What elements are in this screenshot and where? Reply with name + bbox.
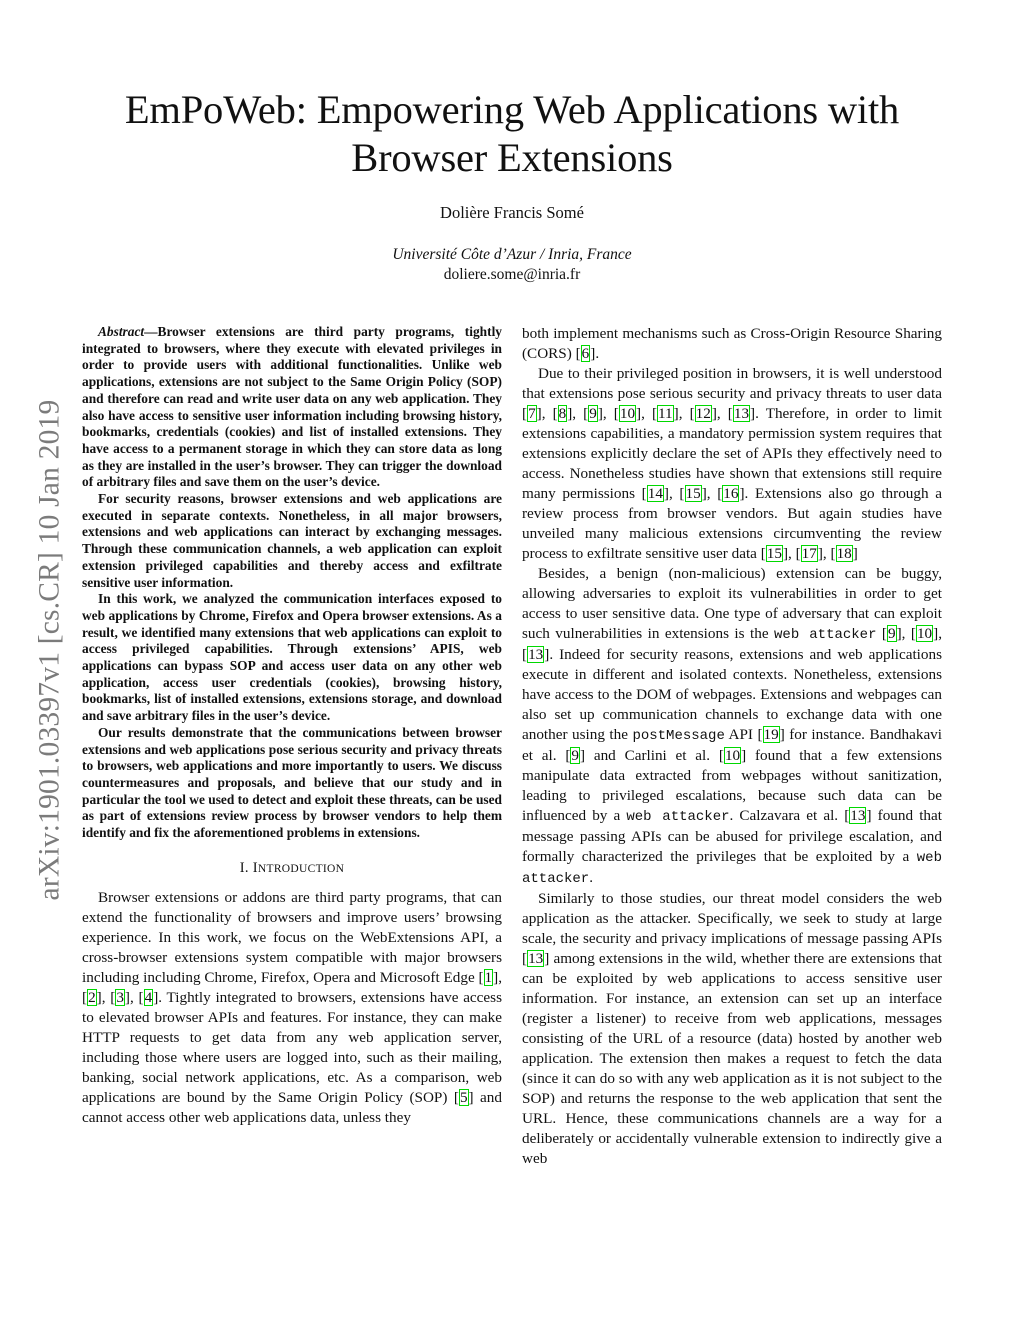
right-text-2b: . Indeed for security reasons, extensions and web applications execute in different and isolated contexts. Nonetheless, extensions have access to the DOM of webpages. Extensions and webpages can also set up communication channels to exchange data with one another using the [522, 646, 942, 743]
citation-link[interactable]: 12 [695, 405, 711, 422]
citation-link[interactable]: 7 [528, 405, 536, 422]
author-affiliation: Université Côte d’Azur / Inria, France [392, 246, 632, 263]
right-text-2e: and Carlini et al. [585, 747, 719, 764]
abstract-paragraph-4: Our results demonstrate that the communications between browser extensions and web applications pose serious security and privacy threats to browsers, web applications and more importantly to users. We discuss countermeasures and proposals, and believe that our study and in particular the tool we used to detect and exploit these threats, can be used as part of extensions review process by browser vendors to help them identify and fix the aforementioned problems in extensions. [82, 724, 502, 841]
right-text-3b: among extensions in the wild, whether there are extensions that can be exploited by web applications to access sensitive user information. For instance, an extension can set up an interface (register a listener) to receive from web applications, messages consisting of the URL of a resource (data) hosted by another web application. The extension then makes a request to fetch the data (since it can do so with any web application as it is not subject to the SOP) and returns the response to the web application that sent the URL. Hence, these communications channels are a way for a deliberately or accidentally vulnerable extension to indirectly give a web [522, 950, 942, 1167]
citation-link[interactable]: 13 [850, 807, 866, 824]
right-text-3a: Similarly to those studies, our threat model considers the web application as the attacker. Specifically, we seek to study at large scale, the security and privacy implications of message passing APIs [522, 890, 942, 947]
abstract-paragraph-1 [82, 324, 502, 491]
citation-link[interactable]: 18 [836, 545, 852, 562]
citation-link[interactable]: 3 [116, 988, 124, 1006]
right-paragraph-3: Similarly to those studies, our threat model considers the web application as the attacker. Specifically, we seek to study at large scale, the security and privacy implications of message passing APIs [13] among extensions in the wild, whether there are extensions that can be exploited by web applications to access sensitive user information. For instance, an extension can set up an interface (register a listener) to receive from web applications, messages consisting of the URL of a resource (data) hosted by another web application. The extension then makes a request to fetch the data (since it can do so with any web application as it is not subject to the SOP) and returns the response to the web application that sent the URL. Hence, these communications channels are a way for a deliberately or accidentally vulnerable extension to indirectly give a web [522, 890, 942, 1167]
right-text-2d: for instance. Bandhakavi et al. [522, 726, 942, 764]
citation-link[interactable]: 14 [647, 485, 663, 502]
intro-paragraph-1: Browser extensions or addons are third party programs, that can extend the functionality of browsers and improve users’ browsing experience. In this work, we focus on the WebExtensions API, a cross-browser extensions system compatible with major browsers including including Chrome, Firefox, Opera and Microsoft Edge [1], [2], [3], [4]. Tightly integrated to browsers, extensions have access to elevated browser APIs and features. For instance, they can make HTTP requests to get data from any web application server, including those where users are logged into, such as their mailing, banking, social network applications, etc. As a comparison, web applications are bound by the Same Origin Policy (SOP) [5] and cannot access other web applications data, unless they [82, 888, 502, 1126]
right-text-0b: . [595, 345, 600, 362]
section-heading-introduction [82, 860, 502, 877]
right-paragraph-2: Besides, a benign (non-malicious) extension can be buggy, allowing adversaries to exploit its vulnerabilities in order to get access to user sensitive data. One type of adversary that can exploit such vulnerabilities in extensions is the web attacker [9], [10], [13]. Indeed for security reasons, extensions and web applications execute in different and isolated contexts. Nonetheless, extensions have access to the DOM of webpages. Extensions and webpages can also set up communication channels to exchange data with one another using the postMessage API [19] for instance. Bandhakavi et al. [9] and Carlini et al. [10] found that a few extensions manipulate data extracted from webpages without sanitization, leading to privileged escalations, because such data can be influenced by a web attacker. Calzavara et al. [13] found that message passing APIs can be abused for privilege escalation, and formally characterized the privileges that be exploited by a web attacker. [522, 565, 943, 887]
right-text-1a: Due to their privileged position in browsers, it is well understood that extensions pose serious security and privacy threats to user data [522, 365, 942, 402]
citation-link[interactable]: 11 [658, 405, 673, 422]
inline-code-web-attacker: web attacker [522, 850, 942, 887]
section-title-rest: NTRODUCTION [257, 862, 345, 875]
right-text-2i: . [589, 869, 594, 886]
abstract [82, 324, 502, 842]
citation-link[interactable]: 19 [763, 726, 779, 743]
citation-link[interactable]: 9 [571, 747, 579, 764]
intro-text-c: and cannot access other web applications data, unless they [82, 1088, 502, 1126]
citation-link[interactable]: 4 [144, 988, 153, 1006]
author-email: doliere.some@inria.fr [443, 266, 581, 283]
inline-code-postmessage: postMessage [632, 728, 725, 744]
left-column [82, 324, 502, 1128]
abstract-label: Abstract [98, 324, 145, 339]
right-paragraph-0: both implement mechanisms such as Cross-Origin Resource Sharing (CORS) [6]. [522, 325, 942, 362]
citation-link[interactable]: 10 [619, 405, 636, 422]
right-text-2a: Besides, a benign (non-malicious) extension can be buggy, allowing adversaries to exploit its vulnerabilities in order to get access to user sensitive data. One type of adversary that can exploit such vulnerabilities in extensions is the [522, 565, 942, 642]
citation-link[interactable]: 1 [484, 968, 493, 986]
right-paragraph-1: Due to their privileged position in browsers, it is well understood that extensions pose serious security and privacy threats to user data [7], [8], [9], [10], [11], [12], [13]. Therefore, in order to limit extensions capabilities, a mandatory permission system requires that extensions explicitly declare the set of APIs they effectively need to access. Nonetheless studies have shown that extensions still require many permissions [14], [15], [16]. Extensions also go through a review process from browser vendors. But again studies have unveiled many malicious extensions circumventing the review process to exfiltrate sensitive user data [15], [17], [18] [522, 365, 943, 562]
abstract-paragraph-2: For security reasons, browser extensions and web applications are executed in separate contexts. Nonetheless, in all major browsers, extensions and web applications can interact by exchanging messages. Through these communication channels, a web application can exploit extension privileged capabilities and thereby access and exfiltrate sensitive user information. [82, 491, 502, 590]
inline-code-web-attacker: web attacker [626, 809, 730, 825]
citation-link[interactable]: 15 [685, 485, 701, 502]
citation-link[interactable]: 2 [88, 988, 96, 1006]
citation-link[interactable]: 13 [733, 405, 750, 422]
citation-link[interactable]: 16 [723, 485, 739, 502]
citation-link[interactable]: 13 [528, 646, 544, 663]
right-text-1c: . Extensions also go through a review process from browser vendors. But again studies have unveiled many malicious extensions circumventing the review process to exfiltrate sensitive user data [522, 485, 942, 562]
introduction-left [82, 888, 502, 1128]
right-text-2f: found that a few extensions manipulate data extracted from webpages without sanitization, leading to privileged escalations, because such data can be influenced by a [522, 747, 943, 824]
citation-link[interactable]: 6 [581, 345, 590, 362]
right-column [522, 324, 942, 1169]
author-name: Dolière Francis Somé [440, 203, 584, 222]
intro-text-b: . Tightly integrated to browsers, extensions have access to elevated browser APIs and features. For instance, they can make HTTP requests to get data from any web application server, including those where users are logged into, such as their mailing, banking, social network applications, etc. As a comparison, web applications are bound by the Same Origin Policy (SOP) [82, 988, 502, 1106]
arxiv-identifier: arXiv:1901.03397v1 [cs.CR] 10 Jan 2019 [33, 399, 66, 901]
section-first-letter: I [252, 859, 258, 876]
right-text-2c: API [724, 726, 758, 743]
arxiv-stamp [30, 355, 70, 945]
citation-link[interactable]: 10 [916, 625, 933, 642]
citation-link[interactable]: 17 [801, 545, 817, 562]
intro-text-a: Browser extensions or addons are third party programs, that can extend the functionality of browsers and improve users’ browsing experience. In this work, we focus on the WebExtensions API, a cross-browser extensions system compatible with major browsers including including Chrome, Firefox, Opera and Microsoft Edge [82, 888, 502, 986]
citation-link[interactable]: 13 [528, 950, 544, 967]
citation-link[interactable]: 15 [766, 545, 782, 562]
inline-code-web-attacker: web attacker [774, 627, 877, 643]
abstract-text-1: —Browser extensions are third party programs, tightly integrated to browsers, where they execute with elevated privileges in order to provide users with additional functionalities. Unlike web applications, extensions are not subject to the Same Origin Policy (SOP) and therefore can read and write user data on any web application. They also have access to sensitive user information including browsing history, bookmarks, credentials (cookies) and list of installed extensions. They have access to a permanent storage in which they can store data as long as they are installed in the user’s browser. They can trigger the download of arbitrary files and save them on the user’s device. [82, 324, 502, 490]
citation-link[interactable]: 9 [888, 625, 896, 642]
right-text-2h: found that message passing APIs can be abused for privilege escalation, and formally characterized the privileges that be exploited by a [522, 807, 942, 865]
right-text-2g: . Calzavara et al. [729, 807, 845, 824]
right-text-0a: both implement mechanisms such as Cross-Origin Resource Sharing (CORS) [522, 325, 942, 362]
citation-link[interactable]: 10 [724, 747, 741, 764]
citation-link[interactable]: 5 [459, 1088, 468, 1106]
section-number: I. [239, 859, 249, 876]
right-text-1b: . Therefore, in order to limit extensions capabilities, a mandatory permission system requires that extensions explicitly declare the set of APIs they effectively need to access. Nonetheless studies have shown that extensions still require many permissions [522, 405, 943, 502]
citation-link[interactable]: 8 [558, 405, 567, 422]
abstract-paragraph-3: In this work, we analyzed the communication interfaces exposed to web applications by Chrome, Firefox and Opera browser extensions. As a result, we identified many extensions that web applications can exploit to access privileged capabilities. Through extensions’ APIS, web applications can bypass SOP and access user data on any other web application, access user credentials (cookies), browsing history, bookmarks, list of installed extensions, extensions storage, and download and save arbitrary files in the user’s device. [82, 591, 502, 724]
citation-link[interactable]: 9 [589, 405, 597, 422]
paper-title: EmPoWeb: Empowering Web Applications with Browser Extensions [124, 87, 900, 180]
